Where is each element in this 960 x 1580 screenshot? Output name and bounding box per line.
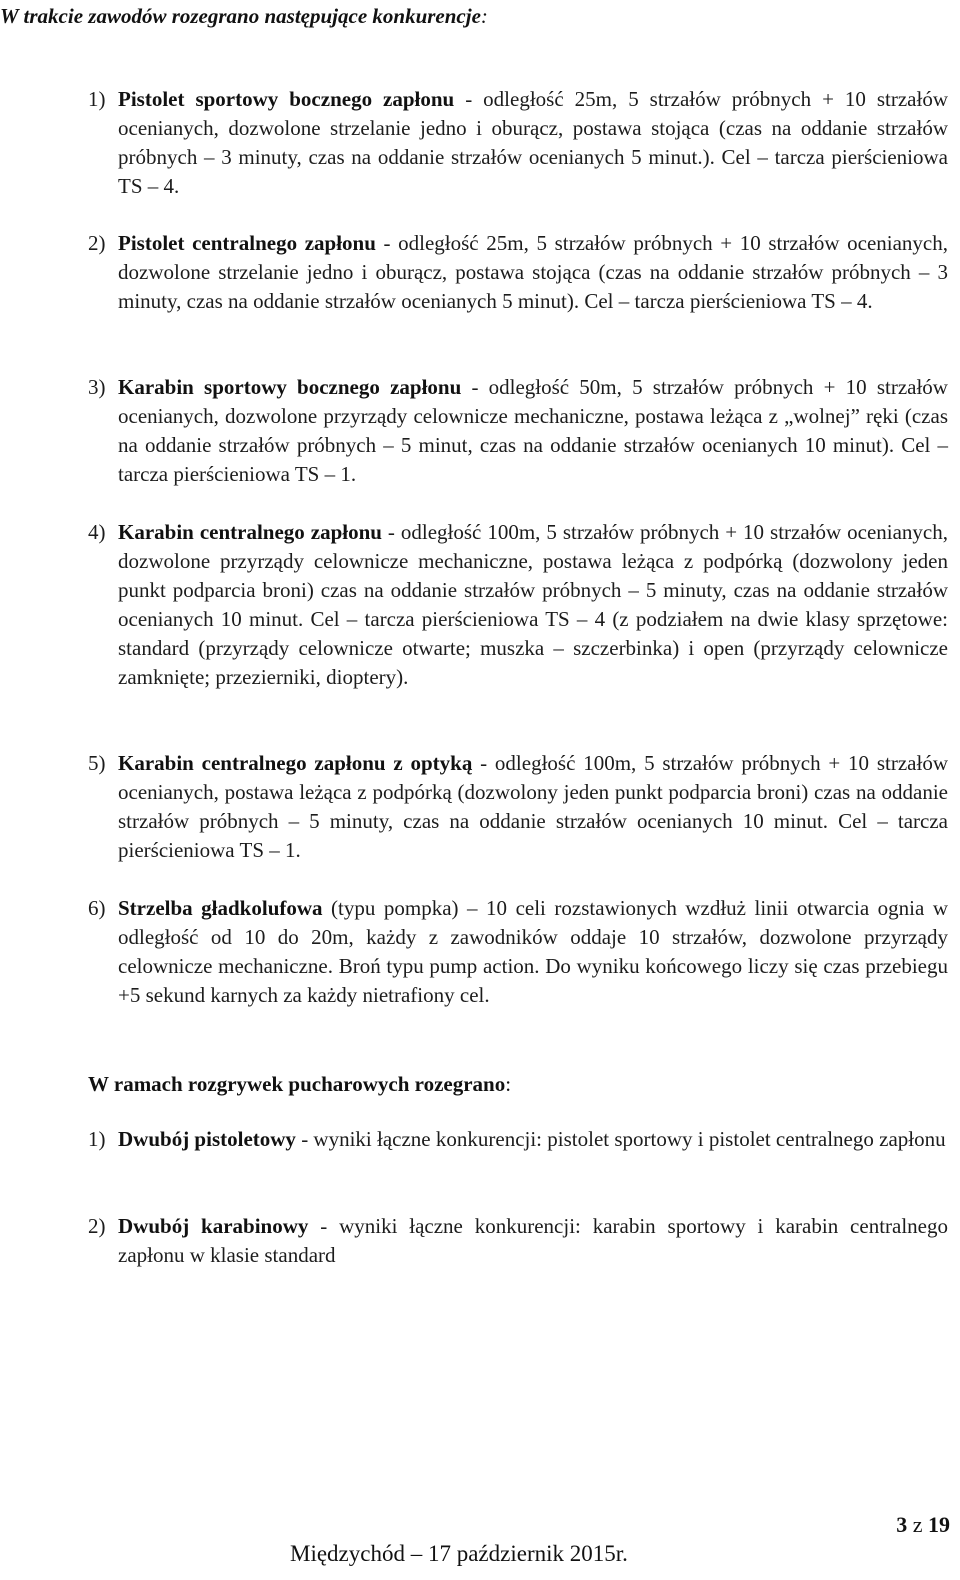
item-number: 1)	[88, 87, 106, 111]
page-number	[896, 1512, 950, 1538]
competition-item-3	[88, 373, 948, 489]
item-description: (typu pompka) – 10 celi rozstawionych wzdłuż linii otwarcia ognia w odległość od 10 do 20m, każdy z zawodników oddaje 10 strzałów, dozwolone przyrządy celownicze mechaniczne. Broń typu pump action. Do wyniku końcowego liczy się czas przebiegu +5 sekund karnych za każdy nietrafiony cel.	[118, 896, 948, 1007]
item-title: Pistolet centralnego zapłonu	[118, 231, 376, 255]
item-title: Strzelba gładkolufowa	[118, 896, 323, 920]
cup-section-title	[88, 1070, 511, 1099]
item-description: - wyniki łączne konkurencji: karabin sportowy i karabin centralnego zapłonu w klasie standard	[118, 1214, 948, 1267]
item-description: - odległość 100m, 5 strzałów próbnych + 10 strzałów ocenianych, dozwolone przyrządy celownicze mechaniczne, postawa leżąca z podpórką (dozwolony jeden punkt podparcia broni) czas na oddanie strzałów próbnych – 5 minuty, czas na oddanie strzałów ocenianych 10 minut. Cel – tarcza pierścieniowa TS – 4 (z podziałem na dwie klasy sprzętowe: standard (przyrządy celownicze otwarte; muszka – szczerbinka) i open (przyrządy celownicze zamknięte; przezierniki, dioptery).	[118, 520, 948, 689]
item-description: - odległość 100m, 5 strzałów próbnych + 10 strzałów ocenianych, postawa leżąca z podpórką (dozwolony jeden punkt podparcia broni) czas na oddanie strzałów próbnych – 5 minuty, czas na oddanie strzałów ocenianych 10 minut. Cel – tarcza pierścieniowa TS – 1.	[118, 751, 948, 862]
item-title: Karabin sportowy bocznego zapłonu	[118, 375, 462, 399]
item-description: - wyniki łączne konkurencji: pistolet sportowy i pistolet centralnego zapłonu	[295, 1127, 946, 1151]
item-description: - odległość 25m, 5 strzałów próbnych + 10 strzałów ocenianych, dozwolone strzelanie jedno i oburącz, postawa stojąca (czas na oddanie strzałów próbnych – 3 minuty, czas na oddanie strzałów ocenianych 5 minut). Cel – tarcza pierścieniowa TS – 4.	[118, 231, 948, 313]
competition-item-4	[88, 518, 948, 692]
competition-item-5	[88, 749, 948, 865]
item-number: 6)	[88, 896, 106, 920]
item-description: - odległość 50m, 5 strzałów próbnych + 10 strzałów ocenianych, dozwolone przyrządy celownicze mechaniczne, postawa leżąca z „wolnej” ręki (czas na oddanie strzałów próbnych – 5 minut, czas na oddanie strzałów ocenianych 10 minut). Cel – tarcza pierścieniowa TS – 1.	[118, 375, 948, 486]
heading-text: W trakcie zawodów rozegrano następujące konkurencje	[0, 4, 481, 28]
page-sep: z	[912, 1512, 923, 1537]
cup-title-text: W ramach rozgrywek pucharowych rozegrano	[88, 1072, 506, 1096]
item-title: Dwubój pistoletowy	[118, 1127, 296, 1151]
cup-title-colon: :	[505, 1072, 512, 1096]
item-number: 2)	[88, 1214, 106, 1238]
competition-item-6	[88, 894, 948, 1010]
competition-item-2	[88, 229, 948, 316]
heading-colon: :	[480, 4, 488, 28]
item-description: - odległość 25m, 5 strzałów próbnych + 10 strzałów ocenianych, dozwolone strzelanie jedno i oburącz, postawa stojąca (czas na oddanie strzałów próbnych – 3 minuty, czas na oddanie strzałów ocenianych 5 minut.). Cel – tarcza pierścieniowa TS – 4.	[118, 87, 948, 198]
item-number: 4)	[88, 520, 106, 544]
item-title: Karabin centralnego zapłonu z optyką	[118, 751, 473, 775]
item-title: Dwubój karabinowy	[118, 1214, 309, 1238]
competition-item-1	[88, 85, 948, 201]
section-heading	[0, 4, 488, 28]
item-title: Karabin centralnego zapłonu	[118, 520, 382, 544]
page-footer: Międzychód – 17 październik 2015r.	[290, 1541, 628, 1566]
item-number: 3)	[88, 375, 106, 399]
cup-item-1	[88, 1125, 948, 1154]
item-title: Pistolet sportowy bocznego zapłonu	[118, 87, 455, 111]
item-number: 2)	[88, 231, 106, 255]
item-number: 5)	[88, 751, 106, 775]
cup-item-2	[88, 1212, 948, 1270]
page-total: 19	[928, 1512, 950, 1537]
item-number: 1)	[88, 1127, 106, 1151]
page-current: 3	[896, 1512, 908, 1537]
